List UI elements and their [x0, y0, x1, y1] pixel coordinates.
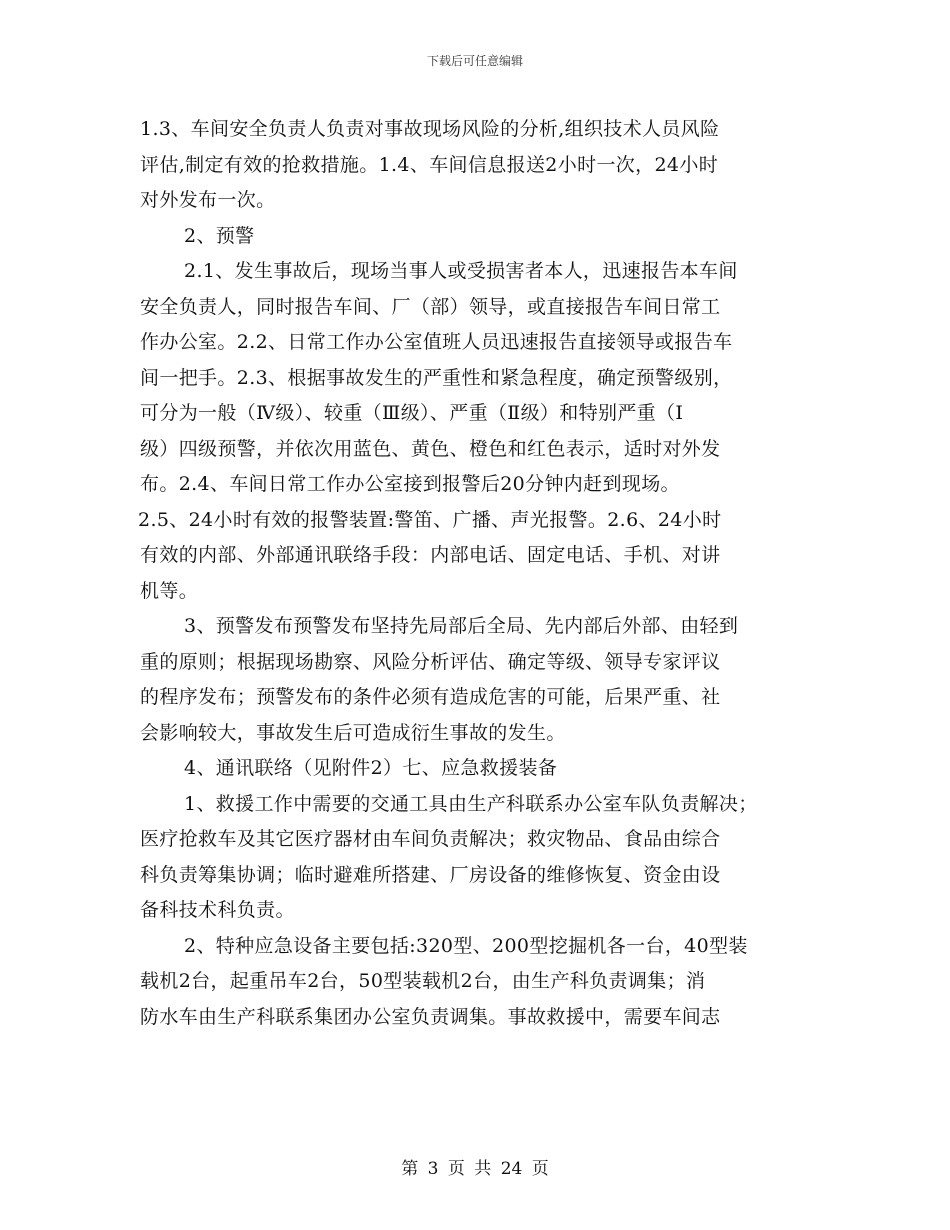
text-line: 对外发布一次。 [140, 189, 276, 211]
text-line: 级）四级预警，并依次用蓝色、黄色、橙色和红色表示，适时对外发 [140, 437, 721, 460]
page-header: 下载后可任意编辑 [426, 54, 523, 68]
text-line: 评估,制定有效的抢救措施。1.4、车间信息报送2小时一次，24小时 [140, 153, 719, 176]
text-line: 安全负责人，同时报告车间、厂（部）领导，或直接报告车间日常工 [140, 295, 721, 318]
text-line: 1、救援工作中需要的交通工具由生产科联系办公室车队负责解决； [184, 792, 758, 815]
text-line: 1.3、车间安全负责人负责对事故现场风险的分析,组织技术人员风险 [140, 118, 720, 140]
text-line: 防水车由生产科联系集团办公室负责调集。事故救援中，需要车间志 [140, 1005, 721, 1028]
text-line: 备科技术科负责。 [140, 899, 295, 921]
text-line: 布。2.4、车间日常工作办公室接到报警后20分钟内赶到现场。 [140, 473, 680, 495]
text-line: 会影响较大，事故发生后可造成衍生事故的发生。 [140, 721, 566, 744]
text-line: 载机2台，起重吊车2台，50型装载机2台，由生产科负责调集；消 [140, 970, 706, 992]
text-line: 重的原则；根据现场勘察、风险分析评估、确定等级、领导专家评议 [140, 650, 721, 673]
text-line: 3、预警发布预警发布坚持先局部后全局、先内部后外部、由轻到 [184, 615, 739, 637]
page-number-footer: 第 3 页 共 24 页 [401, 1159, 549, 1179]
document-body [140, 112, 820, 1035]
text-line: 间一把手。2.3、根据事故发生的严重性和紧急程度，确定预警级别， [140, 366, 733, 389]
text-line: 可分为一般（Ⅳ级）、较重（Ⅲ级）、严重（Ⅱ级）和特别严重（Ⅰ [140, 402, 684, 424]
text-line: 有效的内部、外部通讯联络手段：内部电话、固定电话、手机、对讲 [140, 544, 721, 566]
section-heading: 4、通讯联络（见附件2）七、应急救援装备 [184, 757, 558, 779]
text-line: 的程序发布；预警发布的条件必须有造成危害的可能，后果严重、社 [140, 686, 721, 708]
text-line: 2.5、24小时有效的报警装置:警笛、广播、声光报警。2.6、24小时 [138, 508, 722, 531]
text-line: 2.1、发生事故后，现场当事人或受损害者本人，迅速报告本车间 [184, 260, 738, 282]
section-heading: 2、预警 [184, 224, 255, 247]
text-line: 医疗抢救车及其它医疗器材由车间负责解决；救灾物品、食品由综合 [140, 828, 721, 850]
text-line: 2、特种应急设备主要包括:320型、200型挖掘机各一台，40型装 [184, 934, 748, 957]
text-line: 科负责筹集协调；临时避难所搭建、厂房设备的维修恢复、资金由设 [140, 863, 721, 886]
text-line: 机等。 [140, 579, 199, 602]
text-line: 作办公室。2.2、日常工作办公室值班人员迅速报告直接领导或报告车 [140, 331, 733, 353]
